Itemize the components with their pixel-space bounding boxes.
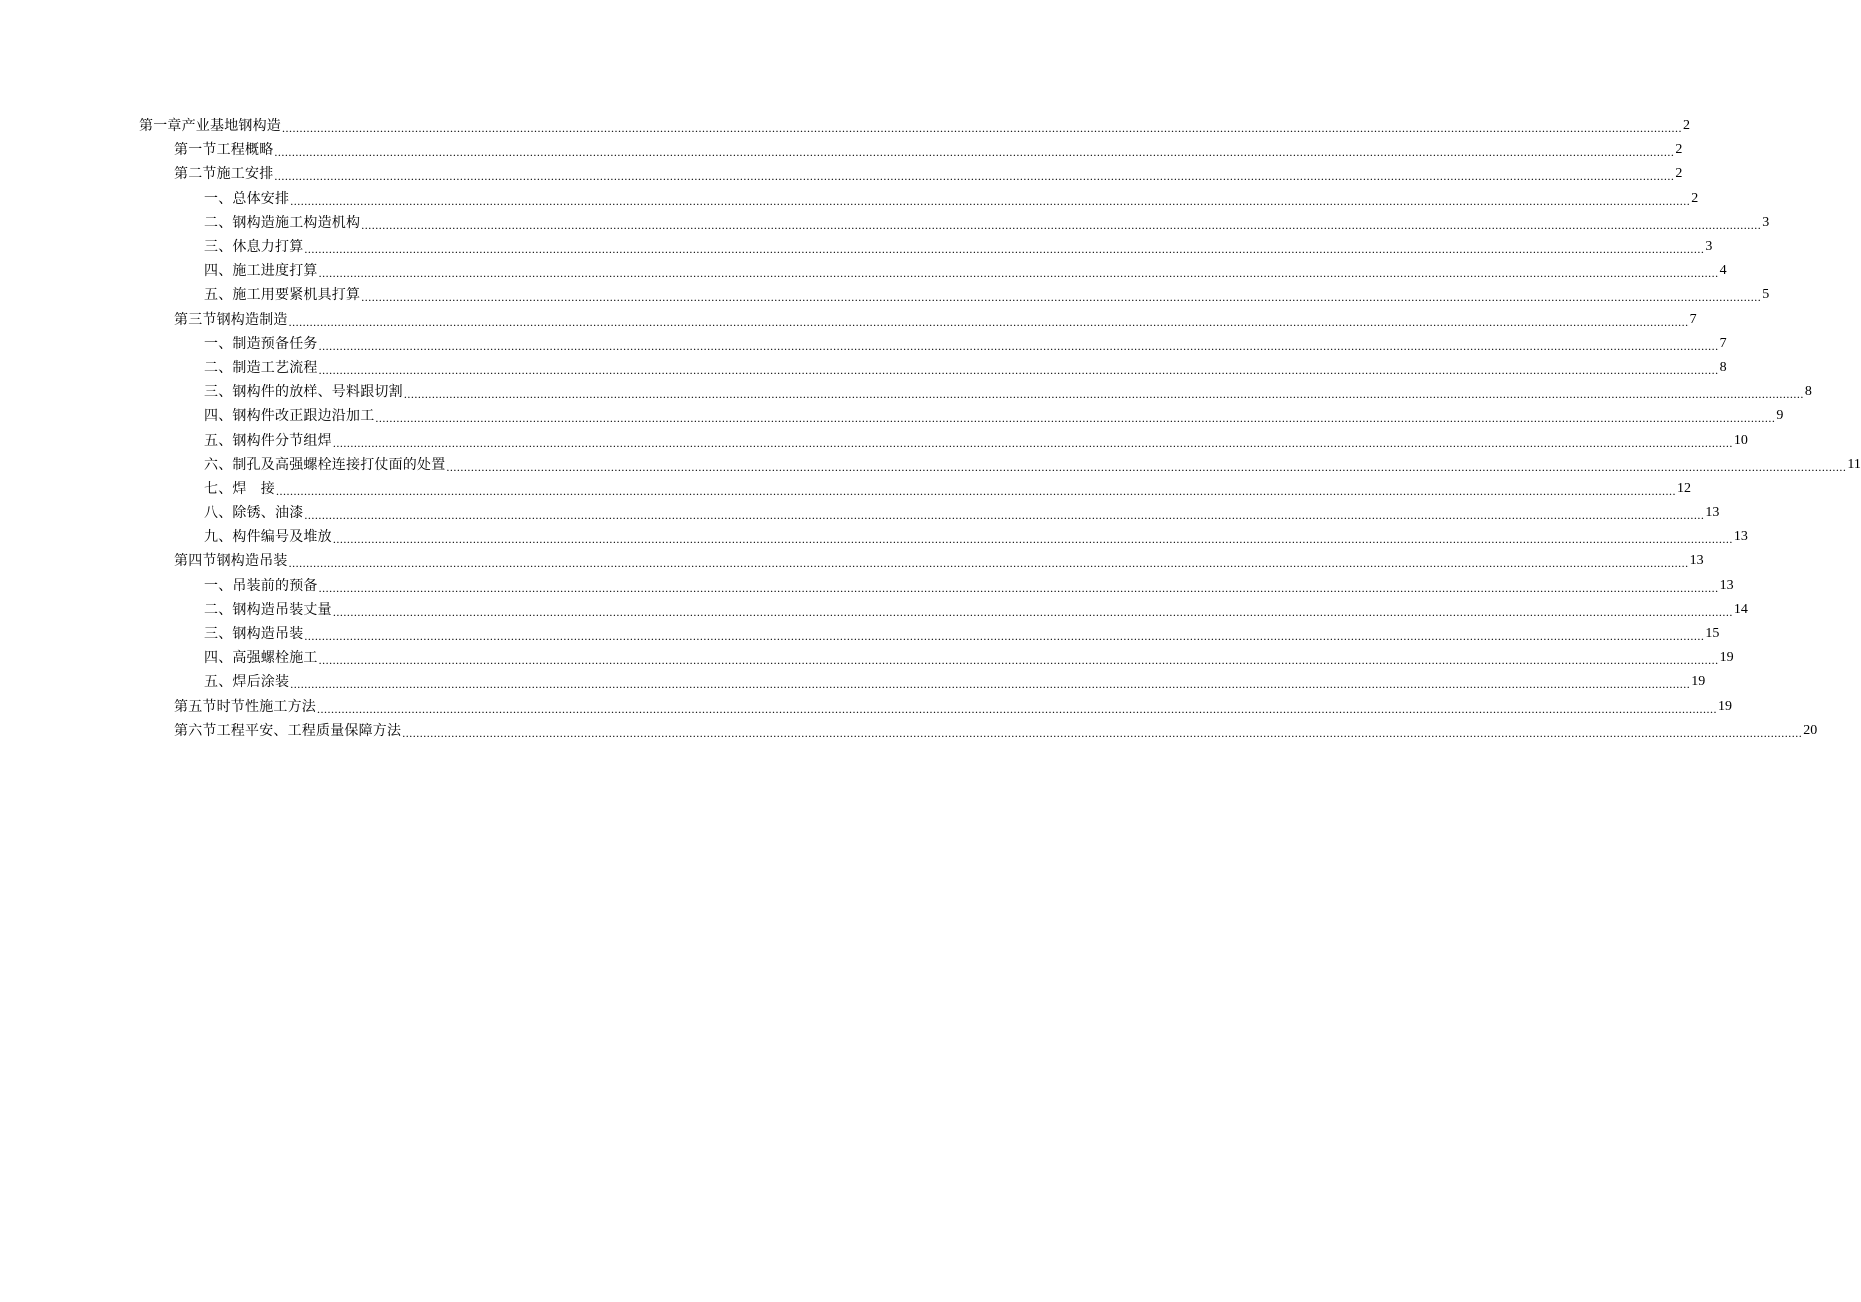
- toc-entry-page-number: 15: [1705, 626, 1720, 642]
- toc-entry-title: 第二节施工安排: [174, 166, 274, 183]
- toc-entry-page-number: 19: [1691, 674, 1706, 690]
- toc-dot-leader: ................................................................................................................................................................................................................................................................................................................................................................................................................: [290, 677, 1691, 692]
- toc-dot-leader: ................................................................................................................................................................................................................................................................................................................................................................................................................: [318, 580, 1719, 595]
- toc-entry-title: 二、制造工艺流程: [204, 359, 318, 376]
- toc-entry-title: 二、钢构造施工构造机构: [204, 214, 361, 231]
- toc-entry[interactable]: [0, 622, 1720, 646]
- toc-dot-leader: ................................................................................................................................................................................................................................................................................................................................................................................................................: [375, 411, 1776, 426]
- toc-entry[interactable]: [0, 598, 1748, 622]
- toc-entry-title: 五、施工用要紧机具打算: [204, 287, 361, 304]
- table-of-contents: [0, 114, 1861, 743]
- toc-dot-leader: ................................................................................................................................................................................................................................................................................................................................................................................................................: [361, 217, 1762, 232]
- toc-entry-page-number: 13: [1705, 505, 1720, 521]
- toc-entry-title: 一、吊装前的预备: [204, 577, 318, 594]
- toc-entry[interactable]: [0, 356, 1727, 380]
- toc-entry[interactable]: [0, 380, 1812, 404]
- toc-entry[interactable]: [0, 308, 1697, 332]
- toc-entry-title: 七、焊 接: [204, 480, 275, 497]
- toc-dot-leader: ................................................................................................................................................................................................................................................................................................................................................................................................................: [274, 145, 1675, 160]
- toc-entry[interactable]: [0, 235, 1713, 259]
- toc-entry-title: 三、钢构件的放样、号料跟切割: [204, 384, 403, 401]
- toc-entry-page-number: 13: [1733, 529, 1748, 545]
- toc-entry-page-number: 9: [1776, 408, 1784, 424]
- toc-entry[interactable]: [0, 283, 1770, 307]
- toc-entry-page-number: 19: [1719, 650, 1734, 666]
- toc-entry[interactable]: [0, 404, 1784, 428]
- toc-entry[interactable]: [0, 501, 1720, 525]
- toc-dot-leader: ................................................................................................................................................................................................................................................................................................................................................................................................................: [318, 653, 1719, 668]
- toc-dot-leader: ................................................................................................................................................................................................................................................................................................................................................................................................................: [332, 532, 1733, 547]
- toc-entry-page-number: 14: [1733, 601, 1748, 617]
- toc-dot-leader: ................................................................................................................................................................................................................................................................................................................................................................................................................: [290, 193, 1691, 208]
- toc-entry-page-number: 5: [1762, 287, 1770, 303]
- toc-entry[interactable]: [0, 138, 1683, 162]
- toc-entry[interactable]: [0, 162, 1683, 186]
- toc-entry-page-number: 19: [1718, 698, 1732, 714]
- toc-entry[interactable]: [0, 574, 1734, 598]
- toc-entry-page-number: 2: [1683, 118, 1690, 134]
- toc-entry-title: 一、制造预备任务: [204, 335, 318, 352]
- toc-dot-leader: ................................................................................................................................................................................................................................................................................................................................................................................................................: [332, 604, 1733, 619]
- toc-entry[interactable]: [0, 453, 1861, 477]
- toc-entry[interactable]: [0, 695, 1732, 719]
- toc-entry-page-number: 3: [1762, 214, 1770, 230]
- toc-entry-page-number: 2: [1691, 190, 1699, 206]
- toc-entry-page-number: 10: [1733, 432, 1748, 448]
- toc-dot-leader: ................................................................................................................................................................................................................................................................................................................................................................................................................: [274, 169, 1675, 184]
- toc-dot-leader: ................................................................................................................................................................................................................................................................................................................................................................................................................: [282, 121, 1682, 136]
- toc-entry[interactable]: [0, 549, 1704, 573]
- toc-entry-title: 三、休息力打算: [204, 239, 304, 256]
- toc-entry-title: 四、钢构件改正跟边沿加工: [204, 408, 375, 425]
- toc-entry-title: 八、除锈、油漆: [204, 505, 304, 522]
- toc-entry-title: 第一节工程概略: [174, 142, 274, 159]
- toc-dot-leader: ................................................................................................................................................................................................................................................................................................................................................................................................................: [446, 459, 1847, 474]
- toc-entry-title: 五、钢构件分节组焊: [204, 432, 332, 449]
- toc-entry-page-number: 3: [1705, 239, 1713, 255]
- toc-entry-title: 九、构件编号及堆放: [204, 529, 332, 546]
- toc-entry-page-number: 20: [1803, 722, 1818, 738]
- toc-dot-leader: ................................................................................................................................................................................................................................................................................................................................................................................................................: [402, 725, 1803, 740]
- toc-entry-title: 四、施工进度打算: [204, 263, 318, 280]
- toc-entry-title: 第一章产业基地钢构造: [139, 118, 281, 135]
- toc-entry-title: 二、钢构造吊装丈量: [204, 601, 332, 618]
- toc-dot-leader: ................................................................................................................................................................................................................................................................................................................................................................................................................: [317, 701, 1717, 716]
- toc-entry[interactable]: [0, 670, 1706, 694]
- toc-entry-title: 五、焊后涂装: [204, 674, 290, 691]
- toc-entry[interactable]: [0, 187, 1699, 211]
- toc-entry-title: 四、高强螺栓施工: [204, 650, 318, 667]
- toc-entry[interactable]: [0, 646, 1734, 670]
- toc-entry-page-number: 4: [1719, 263, 1727, 279]
- toc-entry-title: 一、总体安排: [204, 190, 290, 207]
- toc-dot-leader: ................................................................................................................................................................................................................................................................................................................................................................................................................: [361, 290, 1762, 305]
- toc-entry-title: 第六节工程平安、工程质量保障方法: [174, 722, 402, 739]
- toc-entry-page-number: 7: [1689, 311, 1697, 327]
- toc-dot-leader: ................................................................................................................................................................................................................................................................................................................................................................................................................: [318, 362, 1719, 377]
- toc-entry[interactable]: [0, 428, 1748, 452]
- toc-entry-page-number: 13: [1719, 577, 1734, 593]
- toc-entry-page-number: 2: [1675, 166, 1683, 182]
- toc-dot-leader: ................................................................................................................................................................................................................................................................................................................................................................................................................: [276, 483, 1676, 498]
- toc-entry-page-number: 2: [1675, 142, 1683, 158]
- toc-entry[interactable]: [0, 477, 1691, 501]
- toc-entry[interactable]: [0, 259, 1727, 283]
- toc-dot-leader: ................................................................................................................................................................................................................................................................................................................................................................................................................: [318, 266, 1719, 281]
- toc-entry-page-number: 11: [1847, 456, 1861, 472]
- toc-entry-page-number: 12: [1677, 480, 1691, 496]
- toc-dot-leader: ................................................................................................................................................................................................................................................................................................................................................................................................................: [318, 338, 1719, 353]
- toc-entry-page-number: 8: [1719, 359, 1727, 375]
- toc-entry-page-number: 13: [1689, 553, 1704, 569]
- toc-entry-title: 六、制孔及高强螺栓连接打仗面的处置: [204, 456, 446, 473]
- toc-dot-leader: ................................................................................................................................................................................................................................................................................................................................................................................................................: [288, 556, 1689, 571]
- toc-entry[interactable]: [0, 332, 1727, 356]
- toc-entry[interactable]: [0, 114, 1690, 138]
- toc-entry-page-number: 8: [1804, 384, 1812, 400]
- toc-dot-leader: ................................................................................................................................................................................................................................................................................................................................................................................................................: [304, 242, 1705, 257]
- toc-dot-leader: ................................................................................................................................................................................................................................................................................................................................................................................................................: [288, 314, 1689, 329]
- toc-dot-leader: ................................................................................................................................................................................................................................................................................................................................................................................................................: [403, 387, 1804, 402]
- toc-entry[interactable]: [0, 211, 1770, 235]
- toc-entry-title: 第五节时节性施工方法: [174, 698, 316, 715]
- toc-entry-title: 第三节钢构造制造: [174, 311, 288, 328]
- toc-dot-leader: ................................................................................................................................................................................................................................................................................................................................................................................................................: [304, 629, 1705, 644]
- toc-dot-leader: ................................................................................................................................................................................................................................................................................................................................................................................................................: [332, 435, 1733, 450]
- toc-entry-page-number: 7: [1719, 335, 1727, 351]
- toc-entry[interactable]: [0, 525, 1748, 549]
- toc-dot-leader: ................................................................................................................................................................................................................................................................................................................................................................................................................: [304, 508, 1705, 523]
- toc-entry-title: 第四节钢构造吊装: [174, 553, 288, 570]
- toc-entry-title: 三、钢构造吊装: [204, 626, 304, 643]
- toc-entry[interactable]: [0, 719, 1818, 743]
